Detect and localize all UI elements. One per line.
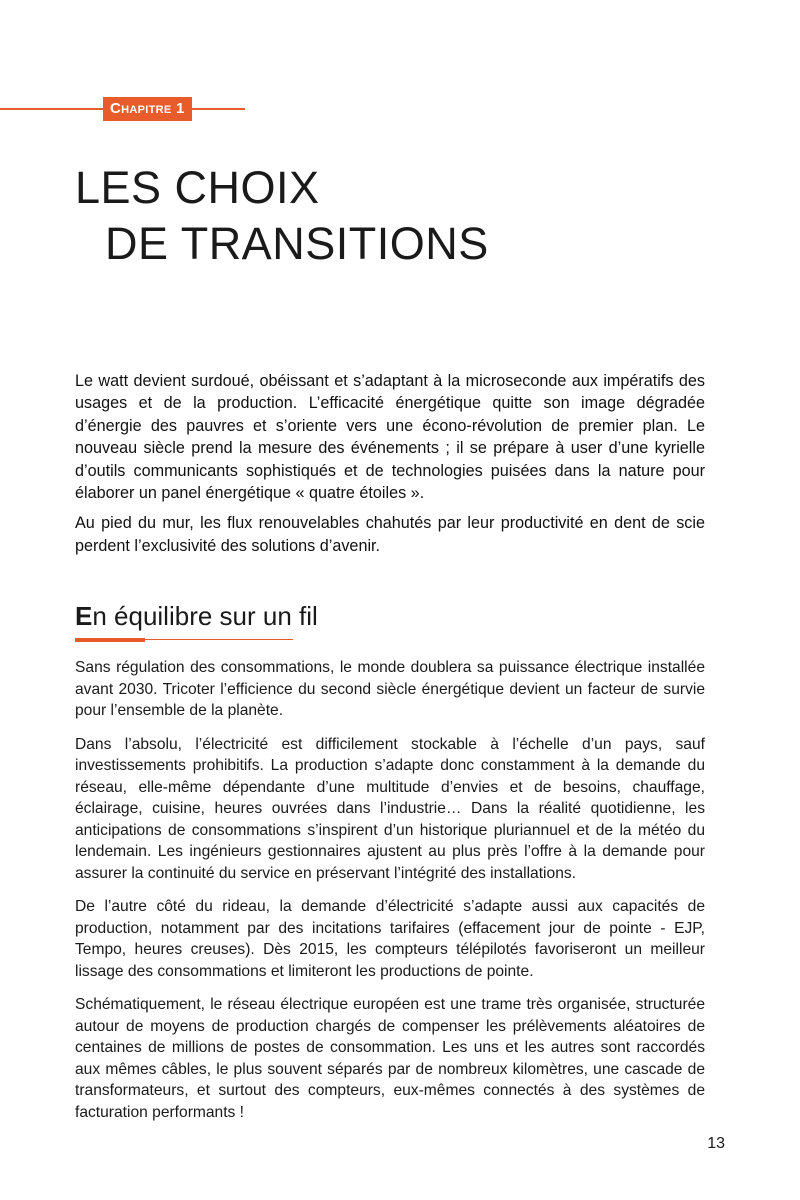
- body-paragraph: Sans régulation des consommations, le monde doublera sa puissance électrique installée avant 2030. Tricoter l’efficience du second siècle énergétique devient un facteur de survie pour l’ensemble de la planète.: [75, 659, 705, 719]
- body-paragraph: Dans l’absolu, l’électricité est difficilement stockable à l’échelle d’un pays, sauf investissements prohibitifs. La production s’adapte donc constamment à la demande du réseau, elle-même dépendante d’une multitude d’envies et de besoins, chauffage, éclairage, cuisine, heures ouvrées dans l’industrie… Dans la réalité quotidienne, les anticipations de consommations s’inspirent d’un historique pluriannuel et de la météo du lendemain. Les ingénieurs gestionnaires ajustent au plus près l’offre à la demande pour assurer la continuité du service en préservant l’intégrité des installations.: [75, 735, 705, 882]
- body-paragraph: Schématiquement, le réseau électrique européen est une trame très organisée, structurée autour de moyens de production chargés de compenser les prélèvements aléatoires de centaines de millions de postes de consommation. Les uns et les autres sont raccordés aux mêmes câbles, le plus souvent séparés par de nombreux kilomètres, une cascade de transformateurs, et surtout des compteurs, eux-mêmes connectés à des systèmes de facturation performants !: [75, 996, 705, 1121]
- intro-paragraph: Au pied du mur, les flux renouvelables chahutés par leur productivité en dent de scie perdent l’exclusivité des solutions d’avenir.: [75, 514, 705, 555]
- section-heading-dropcap: E: [75, 601, 93, 631]
- body-text: [75, 657, 705, 1135]
- section-heading-text: n équilibre sur un fil: [92, 601, 318, 631]
- body-paragraph: De l’autre côté du rideau, la demande d’électricité s’adapte aussi aux capacités de production, notamment par des incitations tarifaires (effacement jour de pointe - EJP, Tempo, heures creuses). Dès 2015, les compteurs télépilotés favoriseront un meilleur lissage des consommations et limiteront les productions de pointe.: [75, 898, 705, 980]
- chapter-title: [75, 160, 489, 272]
- page-number: 13: [707, 1135, 725, 1152]
- section-heading-accent-bar: [75, 638, 145, 642]
- intro-paragraph: Le watt devient surdoué, obéissant et s’adaptant à la microseconde aux impératifs des usages et de la production. L’efficacité énergétique quitte son image dégradée d’énergie des pauvres et s’oriente vers une écono-révolution de premier plan. Le nouveau siècle prend la mesure des événements ; il se prépare à user d’une kyrielle d’outils communicants sophistiqués et de technologies puisées dans la nature pour élaborer un panel énergétique « quatre étoiles ».: [75, 372, 705, 503]
- section-heading: [75, 598, 318, 634]
- chapter-title-line-2: DE TRANSITIONS: [105, 218, 489, 269]
- chapter-title-line-1: LES CHOIX: [75, 162, 320, 213]
- chapter-label: Chapitre 1: [103, 97, 192, 121]
- intro-text: [75, 370, 705, 565]
